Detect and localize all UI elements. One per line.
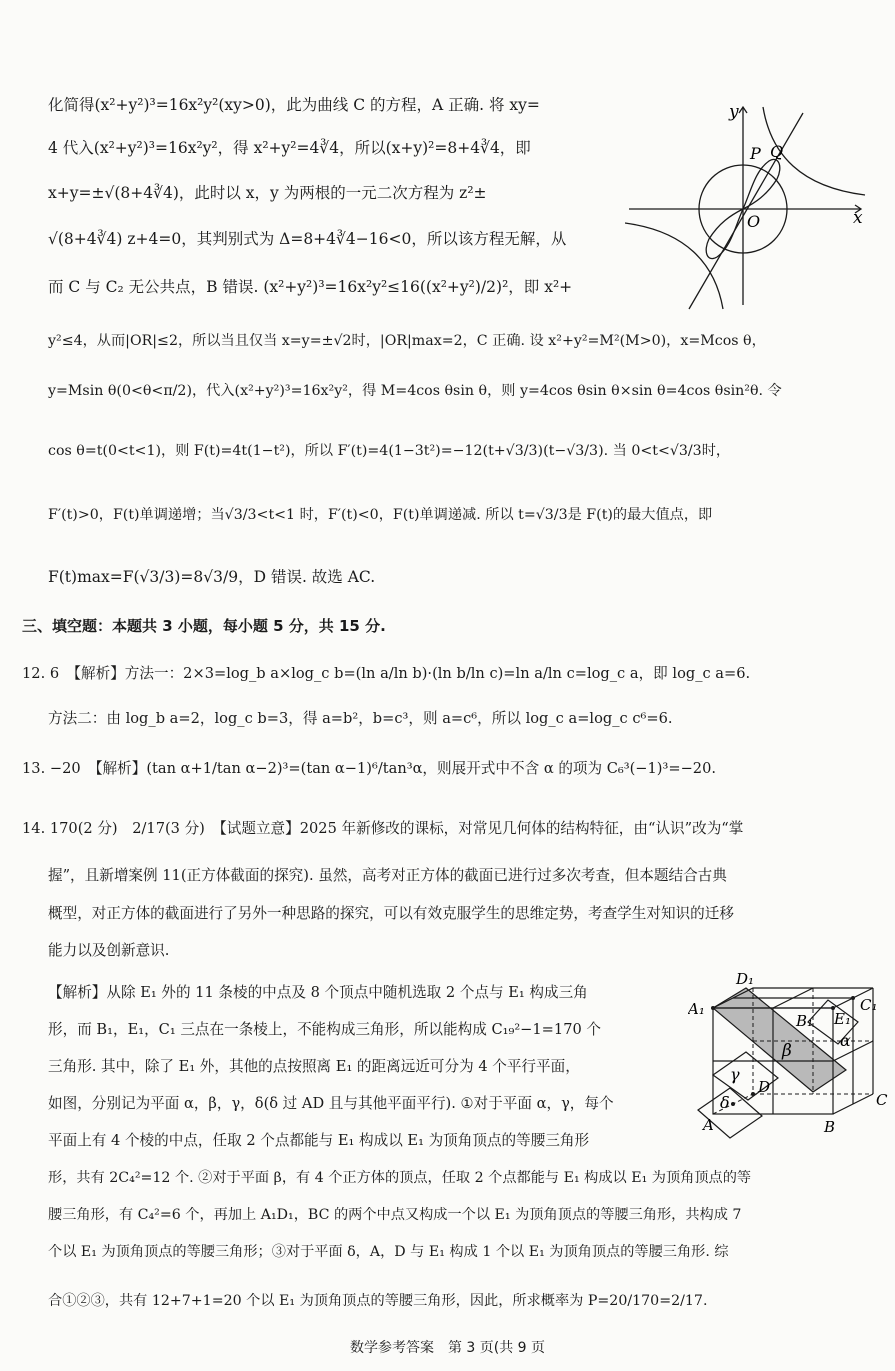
label-c: C xyxy=(876,1091,888,1109)
curve-graph xyxy=(625,95,875,310)
q14-line-2: 握”，且新增案例 11(正方体截面的探究). 虽然，高考对正方体的截面已进行过多次考查，但本题结合古典 xyxy=(48,867,727,884)
origin-label: O xyxy=(747,212,761,231)
point-q-label: Q xyxy=(770,142,784,161)
label-delta: δ xyxy=(720,1093,730,1112)
solution-line-8: cos θ=t(0<t<1)，则 F(t)=4t(1−t²)，所以 F′(t)=4(1−3t²)=−12(t+√3/3)(t−√3/3). 当 0<t<√3/3时， xyxy=(48,443,731,459)
label-b: B xyxy=(824,1118,836,1136)
label-gamma: γ xyxy=(730,1065,740,1084)
label-b1: B₁ xyxy=(796,1012,814,1030)
solution-line-3: x+y=±√(8+4∛4)，此时以 x，y 为两根的一元二次方程为 z²± xyxy=(48,184,487,202)
label-c1: C₁ xyxy=(860,996,878,1014)
solution-line-7: y=Msin θ(0<θ<π/2)，代入(x²+y²)³=16x²y²，得 M=4cos θsin θ，则 y=4cos θsin θ×sin θ=4cos θsin²θ. 令 xyxy=(48,383,782,399)
y-axis-label: y xyxy=(729,102,739,122)
lemniscate-lobe-3 xyxy=(706,209,743,259)
solution-line-1: 化简得(x²+y²)³=16x²y²(xy>0)，此为曲线 C 的方程，A 正确. 将 xy= xyxy=(48,96,540,114)
q14-analysis-5: 平面上有 4 个棱的中点，任取 2 个点都能与 E₁ 构成以 E₁ 为顶角顶点的等腰三角形 xyxy=(48,1132,590,1149)
q14-line-4: 能力以及创新意识. xyxy=(48,942,170,959)
q12-line-1: 12. 6 【解析】方法一：2×3=log_b a×log_c b=(ln a/ln b)·(ln b/ln c)=ln a/ln c=log_c a，即 log_c a=6. xyxy=(22,665,751,682)
line-x-plus-y xyxy=(689,113,803,309)
q14-analysis-7: 腰三角形，有 C₄²=6 个，再加上 A₁D₁，BC 的两个中点又构成一个以 E₁ 为顶角顶点的等腰三角形，共构成 7 xyxy=(48,1207,742,1223)
q14-analysis-9: 合①②③，共有 12+7+1=20 个以 E₁ 为顶角顶点的等腰三角形，因此，所求概率为 P=20/170=2/17. xyxy=(48,1293,708,1309)
q14-analysis-8: 个以 E₁ 为顶角顶点的等腰三角形；③对于平面 δ，A，D 与 E₁ 构成 1 个以 E₁ 为顶角顶点的等腰三角形. 综 xyxy=(48,1244,729,1260)
q13-line: 13. −20 【解析】(tan α+1/tan α−2)³=(tan α−1)⁶/tan³α，则展开式中不含 α 的项为 C₆³(−1)³=−20. xyxy=(22,760,717,777)
page-footer: 数学参考答案 第 3 页(共 9 页 xyxy=(349,1340,546,1356)
section-heading: 三、填空题：本题共 3 小题，每小题 5 分，共 15 分. xyxy=(22,617,386,635)
solution-line-5: 而 C 与 C₂ 无公共点，B 错误. (x²+y²)³=16x²y²≤16((x²+y²)/2)²，即 x²+ xyxy=(48,278,573,296)
q14-analysis-1: 【解析】从除 E₁ 外的 11 条棱的中点及 8 个顶点中随机选取 2 个点与 E₁ 构成三角 xyxy=(48,984,588,1001)
solution-line-2: 4 代入(x²+y²)³=16x²y²，得 x²+y²=4∛4，所以(x+y)²=8+4∛4，即 xyxy=(48,139,531,157)
label-e1: E₁ xyxy=(834,1010,851,1028)
cube-figure xyxy=(688,970,888,1140)
solution-line-4: √(8+4∛4) z+4=0，其判别式为 Δ=8+4∛4−16<0，所以该方程无解，从 xyxy=(48,230,567,248)
label-d: D xyxy=(758,1078,771,1096)
x-axis-label: x xyxy=(853,208,863,228)
solution-line-9: F′(t)>0，F(t)单调递增；当√3/3<t<1 时，F′(t)<0，F(t)单调递减. 所以 t=√3/3是 F(t)的最大值点，即 xyxy=(48,507,713,523)
q14-analysis-3: 三角形. 其中，除了 E₁ 外，其他的点按照离 E₁ 的距离远近可分为 4 个平行平面， xyxy=(48,1058,580,1075)
q14-analysis-4: 如图，分别记为平面 α，β，γ，δ(δ 过 AD 且与其他平面平行). ①对于平面 α，γ，每个 xyxy=(48,1095,614,1112)
label-beta: β xyxy=(782,1041,792,1061)
q14-analysis-6: 形，共有 2C₄²=12 个. ②对于平面 β，有 4 个正方体的顶点，任取 2 个点都能与 E₁ 构成以 E₁ 为顶角顶点的等 xyxy=(48,1170,752,1186)
q14-line-1: 14. 170(2 分) 2/17(3 分) 【试题立意】2025 年新修改的课标，对常见几何体的结构特征，由“认识”改为“掌 xyxy=(22,820,744,837)
q14-line-3: 概型，对正方体的截面进行了另外一种思路的探究，可以有效克服学生的思维定势，考查学生对知识的迁移 xyxy=(48,905,734,922)
q12-line-2: 方法二：由 log_b a=2，log_c b=3，得 a=b²，b=c³，则 a=c⁶，所以 log_c a=log_c c⁶=6. xyxy=(48,710,673,727)
label-a1: A₁ xyxy=(688,1000,705,1018)
label-a: A xyxy=(703,1116,714,1134)
solution-line-10: F(t)max=F(√3/3)=8√3/9，D 错误. 故选 AC. xyxy=(48,568,376,586)
label-d1: D₁ xyxy=(736,970,755,988)
label-alpha: α xyxy=(840,1031,851,1050)
solution-line-6: y²≤4，从而|OR|≤2，所以当且仅当 x=y=±√2时，|OR|max=2，C 正确. 设 x²+y²=M²(M>0)，x=Mcos θ， xyxy=(48,333,766,349)
q14-analysis-2: 形，而 B₁，E₁，C₁ 三点在一条棱上，不能构成三角形，所以能构成 C₁₉²−1=170 个 xyxy=(48,1021,601,1038)
point-p-label: P xyxy=(750,144,761,163)
